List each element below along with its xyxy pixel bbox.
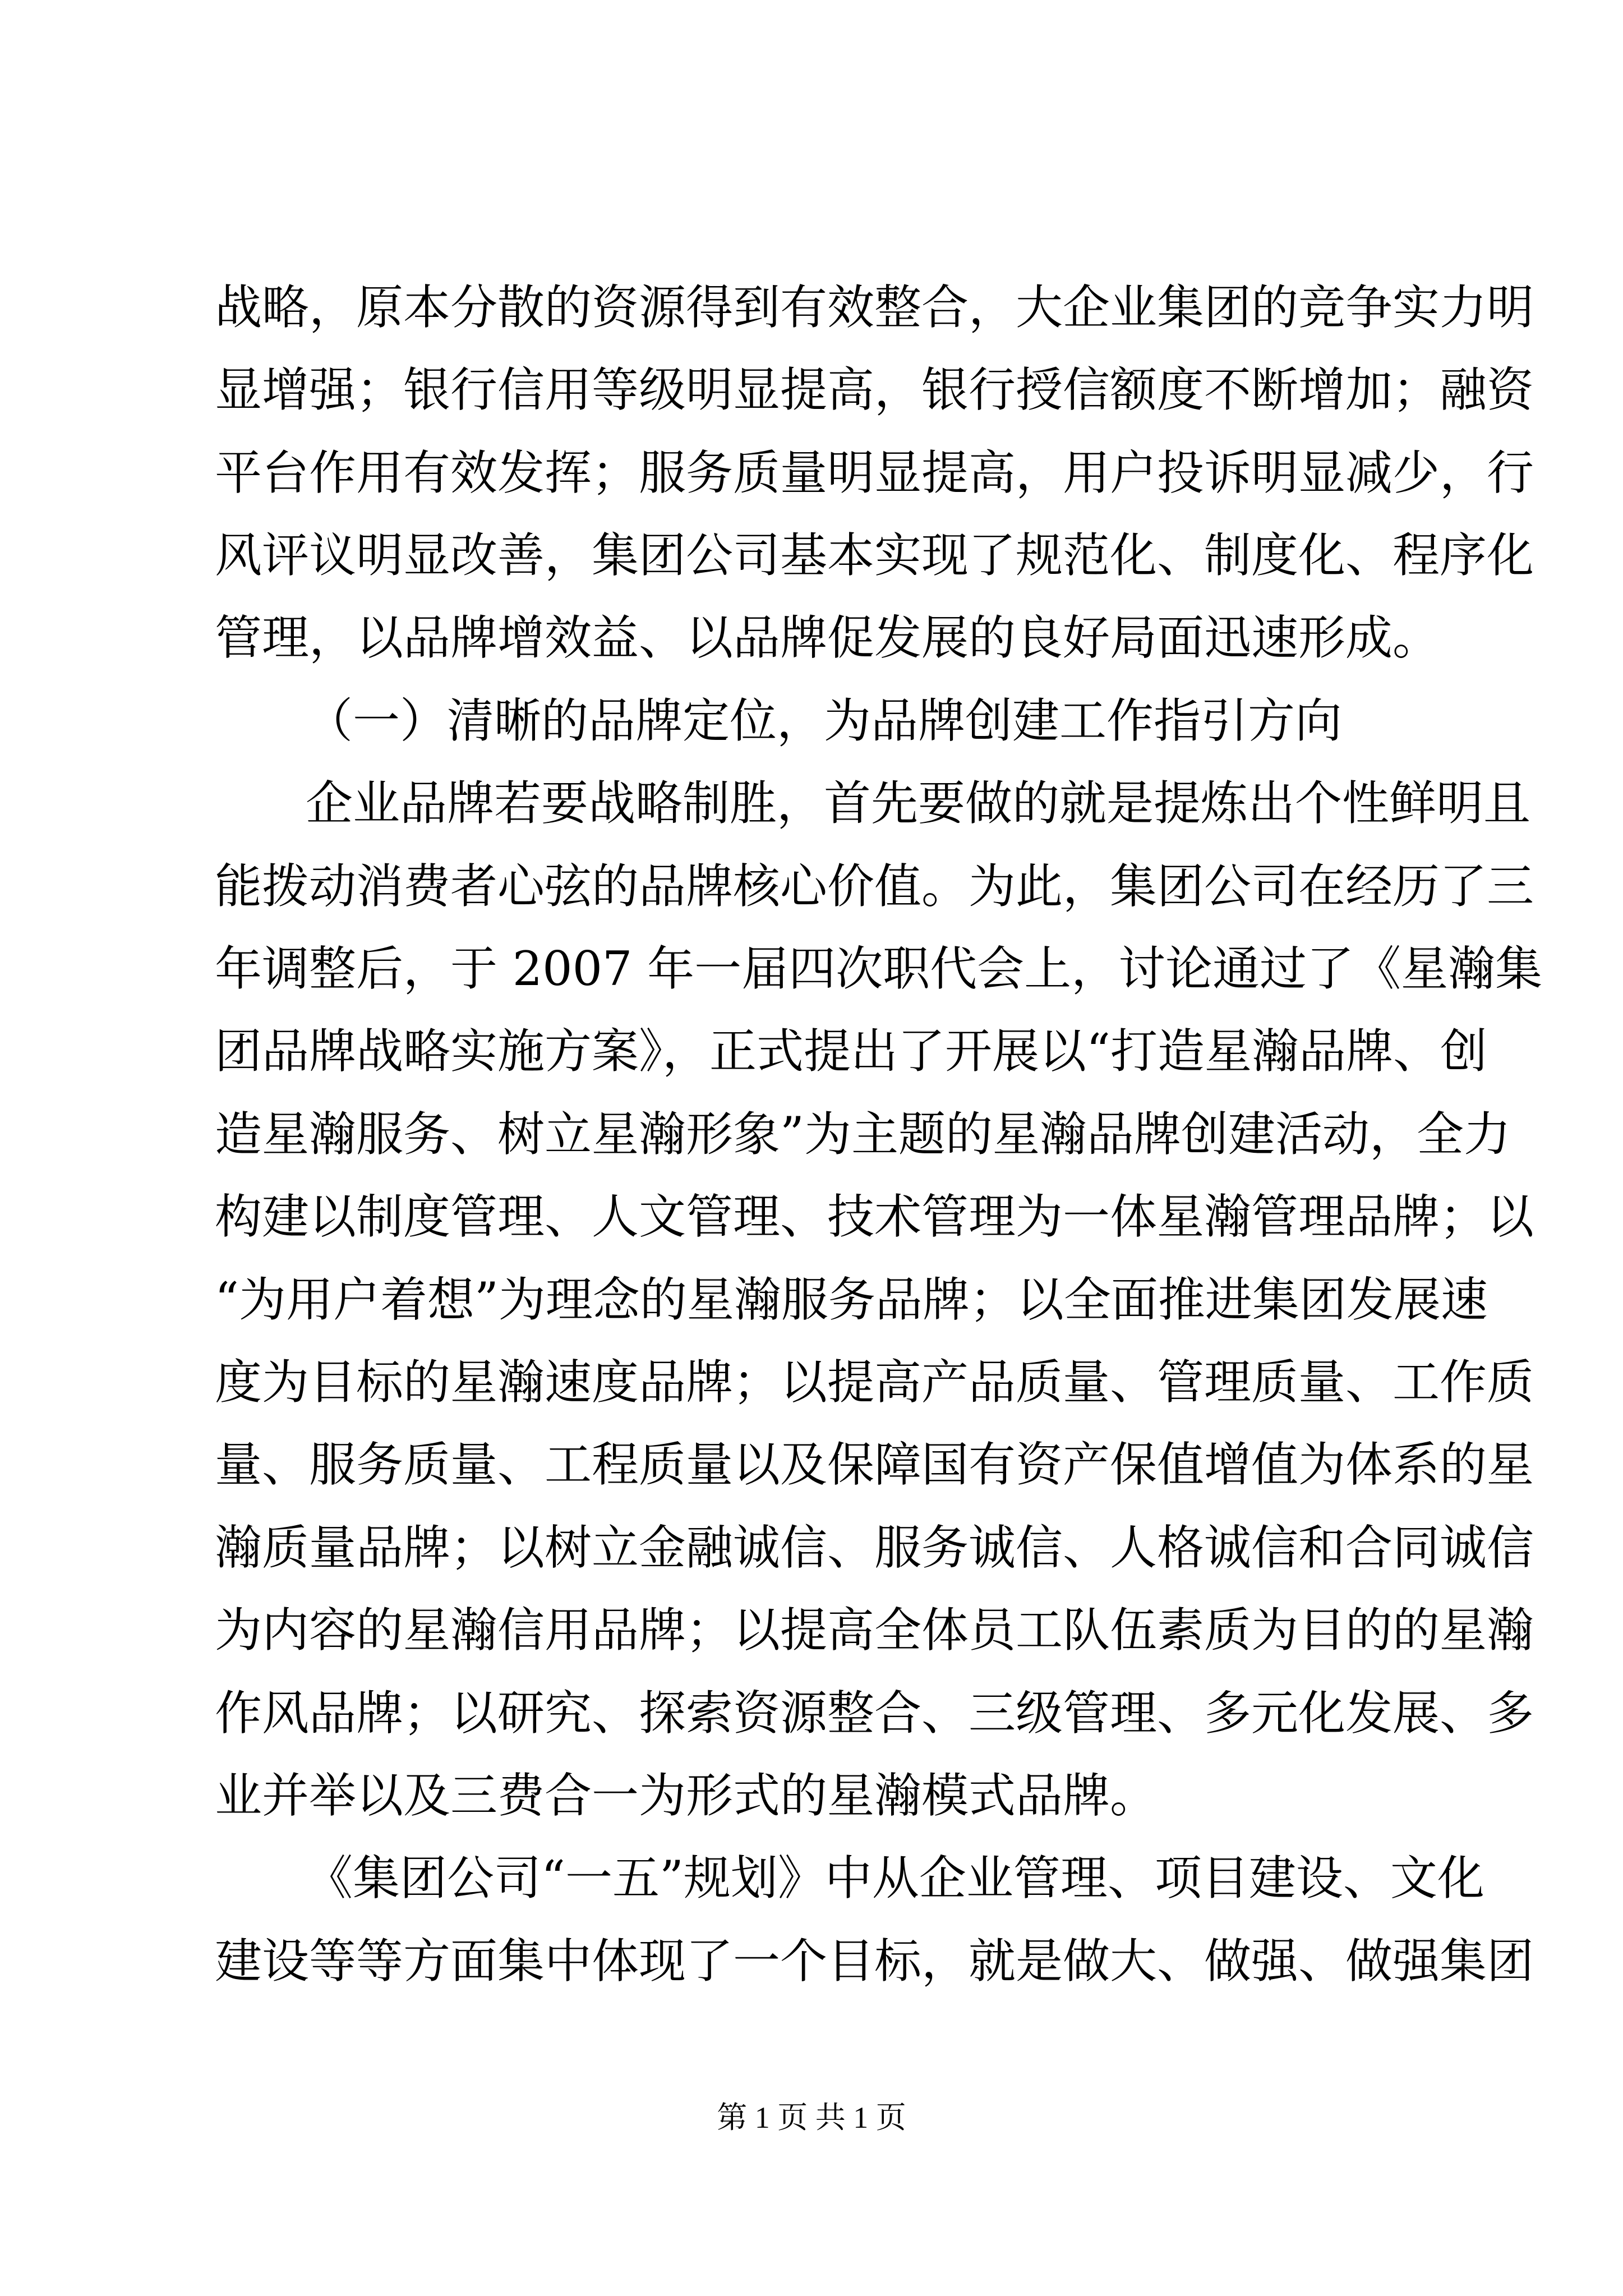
- body-line-11: 造星瀚服务、树立星瀚形象”为主题的星瀚品牌创建活动，全力: [215, 1107, 1511, 1162]
- body-line-14: 度为目标的星瀚速度品牌；以提高产品质量、管理质量、工作质: [215, 1355, 1534, 1410]
- body-line-1: 战略，原本分散的资源得到有效整合，大企业集团的竞争实力明: [215, 280, 1534, 335]
- body-line-2: 显增强；银行信用等级明显提高，银行授信额度不断增加；融资: [215, 362, 1534, 417]
- body-line-13: “为用户着想”为理念的星瀚服务品牌；以全面推进集团发展速: [215, 1272, 1488, 1327]
- body-line-21: 建设等等方面集中体现了一个目标，就是做大、做强、做强集团: [215, 1934, 1534, 1989]
- body-line-18: 作风品牌；以研究、探索资源整合、三级管理、多元化发展、多: [215, 1686, 1534, 1741]
- section-heading: （一）清晰的品牌定位，为品牌创建工作指引方向: [306, 693, 1343, 748]
- body-line-15: 量、服务质量、工程质量以及保障国有资产保值增值为体系的星: [215, 1437, 1534, 1492]
- body-line-12: 构建以制度管理、人文管理、技术管理为一体星瀚管理品牌；以: [215, 1189, 1534, 1244]
- body-line-4: 风评议明显改善，集团公司基本实现了规范化、制度化、程序化: [215, 528, 1534, 583]
- body-line-19: 业并举以及三费合一为形式的星瀚模式品牌。: [215, 1768, 1158, 1823]
- body-line-17: 为内容的星瀚信用品牌；以提高全体员工队伍素质为目的的星瀚: [215, 1603, 1534, 1658]
- body-line-8: 能拨动消费者心弦的品牌核心价值。为此，集团公司在经历了三: [215, 859, 1534, 914]
- page-footer: 第 1 页 共 1 页: [717, 2101, 906, 2134]
- body-line-10: 团品牌战略实施方案》，正式提出了开展以“打造星瀚品牌、创: [215, 1024, 1487, 1079]
- body-line-16: 瀚质量品牌；以树立金融诚信、服务诚信、人格诚信和合同诚信: [215, 1520, 1534, 1575]
- body-line-3: 平台作用有效发挥；服务质量明显提高，用户投诉明显减少，行: [215, 445, 1534, 500]
- body-line-20: 《集团公司“一五”规划》中从企业管理、项目建设、文化: [306, 1851, 1484, 1906]
- body-line-5: 管理，以品牌增效益、以品牌促发展的良好局面迅速形成。: [215, 610, 1440, 665]
- body-line-7: 企业品牌若要战略制胜，首先要做的就是提炼出个性鲜明且: [306, 776, 1531, 831]
- body-line-9: 年调整后，于 2007 年一届四次职代会上，讨论通过了《星瀚集: [215, 941, 1543, 996]
